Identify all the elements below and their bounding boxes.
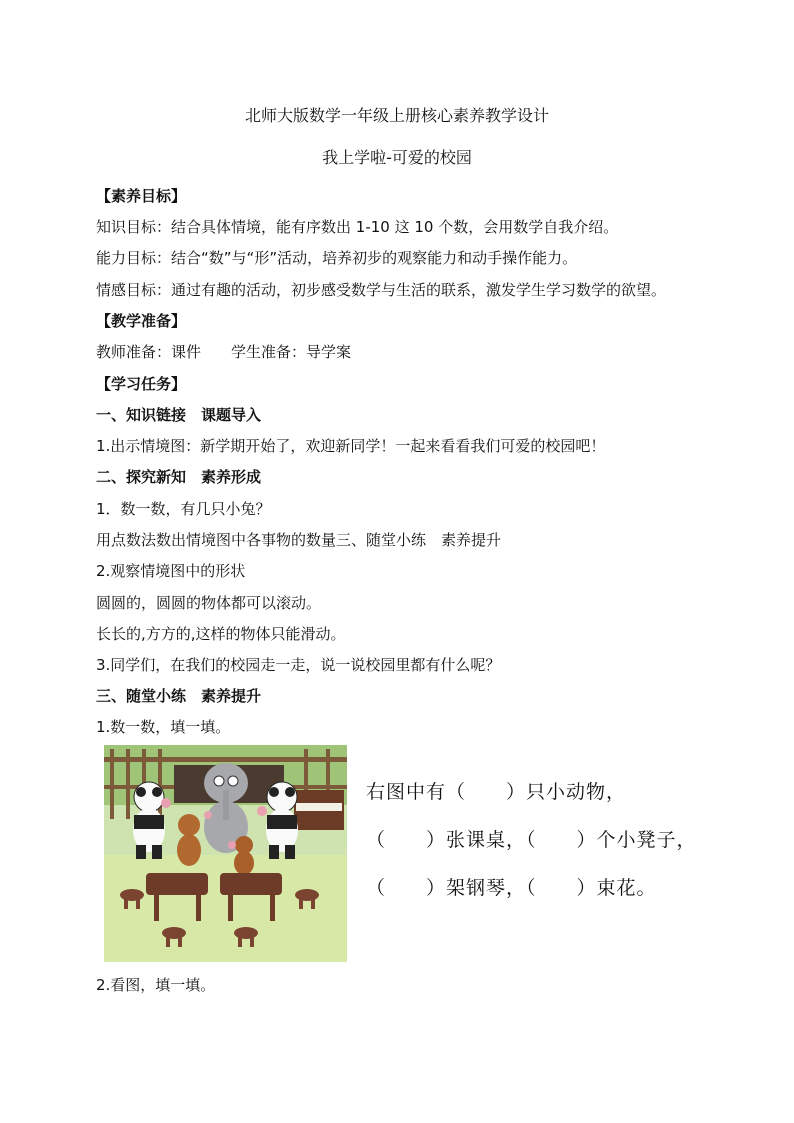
part2-long: 长长的,方方的,这样的物体只能滑动。 xyxy=(96,625,346,643)
goal-knowledge: 知识目标：结合具体情境，能有序数出 1-10 这 10 个数，会用数学自我介绍。 xyxy=(96,218,619,236)
prep-text: 教师准备：课件 学生准备：导学案 xyxy=(96,343,352,361)
part3-heading: 三、随堂小练 素养提升 xyxy=(96,687,262,705)
part2-item1: 1．数一数，有几只小兔？ xyxy=(96,500,271,518)
part3-item1: 1.数一数，填一填。 xyxy=(96,718,231,736)
part1-item1: 1.出示情境图：新学期开始了，欢迎新同学！一起来看看我们可爱的校园吧！ xyxy=(96,437,606,455)
part2-item3: 3.同学们，在我们的校园走一走，说一说校园里都有什么呢？ xyxy=(96,656,501,674)
part2-heading: 二、探究新知 素养形成 xyxy=(96,468,262,486)
goals-heading: 【素养目标】 xyxy=(96,187,187,205)
goal-emotion: 情感目标：通过有趣的活动，初步感受数学与生活的联系，激发学生学习数学的欲望。 xyxy=(96,281,667,299)
part3-item2: 2.看图，填一填。 xyxy=(96,976,216,994)
tasks-heading: 【学习任务】 xyxy=(96,375,187,393)
part2-item1-text: 用点数法数出情境图中各事物的数量三、随堂小练 素养提升 xyxy=(96,531,502,549)
page-subtitle: 我上学啦-可爱的校园 xyxy=(322,148,472,167)
classroom-illustration xyxy=(104,745,347,962)
exercise-line1: 右图中有（ ）只小动物， xyxy=(366,781,627,803)
exercise-line3: （ ）架钢琴，（ ）束花。 xyxy=(366,877,657,899)
part1-heading: 一、知识链接 课题导入 xyxy=(96,406,262,424)
classroom-scene-svg xyxy=(104,745,347,962)
exercise-line2: （ ）张课桌，（ ）个小凳子， xyxy=(366,829,697,851)
page-title: 北师大版数学一年级上册核心素养教学设计 xyxy=(244,106,549,125)
part2-item2: 2.观察情境图中的形状 xyxy=(96,562,246,580)
prep-heading: 【教学准备】 xyxy=(96,312,187,330)
goal-ability: 能力目标：结合“数”与“形”活动，培养初步的观察能力和动手操作能力。 xyxy=(96,249,578,267)
part2-round: 圆圆的，圆圆的物体都可以滚动。 xyxy=(96,594,322,612)
